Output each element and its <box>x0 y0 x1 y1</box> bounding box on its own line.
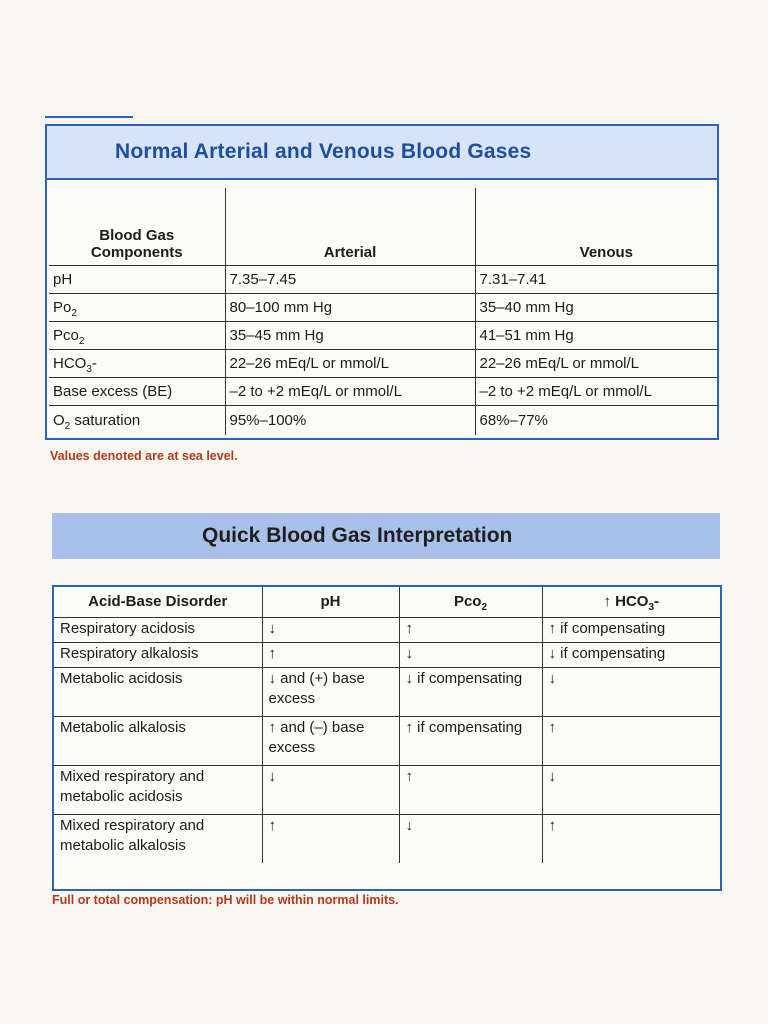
venous-value: 22–26 mEq/L or mmol/L <box>475 350 717 378</box>
venous-value: –2 to +2 mEq/L or mmol/L <box>475 378 717 406</box>
pco2-change: ↑ if compensating <box>399 717 542 766</box>
header-pco2: Pco$_2$ <box>399 587 542 618</box>
table-row <box>54 668 720 717</box>
table-row <box>54 815 720 864</box>
disorder-name: Mixed respiratory and metabolic alkalosis <box>54 815 262 864</box>
row-label: Base excess (BE) <box>49 378 225 406</box>
venous-value: 7.31–7.41 <box>475 266 717 294</box>
table-row <box>49 322 717 350</box>
arterial-value: 95%–100% <box>225 406 475 436</box>
normal-blood-gases-box <box>45 124 719 440</box>
table1-title-band <box>47 126 717 180</box>
pco2-change: ↑ <box>399 766 542 815</box>
row-label: pH <box>49 266 225 294</box>
disorder-name: Respiratory alkalosis <box>54 643 262 668</box>
arterial-value: 35–45 mm Hg <box>225 322 475 350</box>
ph-change: ↑ and (–) base excess <box>262 717 399 766</box>
header-hco3: ↑ $HCO_3-$ <box>542 587 720 618</box>
table-row <box>54 717 720 766</box>
ph-change: ↓ <box>262 618 399 643</box>
table-row <box>54 618 720 643</box>
row-label: $Po_2$ <box>49 294 225 322</box>
disorder-name: Metabolic acidosis <box>54 668 262 717</box>
hco3-change: ↑ if compensating <box>542 618 720 643</box>
disorder-name: Metabolic alkalosis <box>54 717 262 766</box>
header-arterial: Arterial <box>225 188 475 266</box>
venous-value: 35–40 mm Hg <box>475 294 717 322</box>
pco2-change: ↓ <box>399 643 542 668</box>
table2-title: Quick Blood Gas Interpretation <box>202 524 513 547</box>
hco3-change: ↑ <box>542 815 720 864</box>
ph-change: ↑ <box>262 643 399 668</box>
hco3-change: ↓ <box>542 668 720 717</box>
interpretation-table <box>54 587 720 863</box>
pco2-change: ↓ if compensating <box>399 668 542 717</box>
header-venous: Venous <box>475 188 717 266</box>
arterial-value: 7.35–7.45 <box>225 266 475 294</box>
row-label: $O_2$ saturation <box>49 406 225 436</box>
table-row <box>54 766 720 815</box>
ph-change: ↑ <box>262 815 399 864</box>
pco2-change: ↓ <box>399 815 542 864</box>
disorder-name: Mixed respiratory and metabolic acidosis <box>54 766 262 815</box>
pco2-change: ↑ <box>399 618 542 643</box>
venous-value: 68%–77% <box>475 406 717 436</box>
arterial-value: 80–100 mm Hg <box>225 294 475 322</box>
interpretation-box <box>52 585 722 891</box>
table2-footnote: Full or total compensation: pH will be within normal limits. <box>52 893 399 907</box>
header-components: Blood Gas Components <box>49 188 225 266</box>
venous-value: 41–51 mm Hg <box>475 322 717 350</box>
disorder-name: Respiratory acidosis <box>54 618 262 643</box>
arterial-value: 22–26 mEq/L or mmol/L <box>225 350 475 378</box>
top-accent-rule <box>45 116 133 118</box>
table-header-row <box>49 188 717 266</box>
ph-change: ↓ <box>262 766 399 815</box>
table-row <box>54 643 720 668</box>
hco3-change: ↓ if compensating <box>542 643 720 668</box>
hco3-change: ↑ <box>542 717 720 766</box>
table1-title: Normal Arterial and Venous Blood Gases <box>115 140 532 163</box>
normal-blood-gases-table <box>49 188 717 435</box>
table-header-row <box>54 587 720 618</box>
table-row <box>49 294 717 322</box>
arterial-value: –2 to +2 mEq/L or mmol/L <box>225 378 475 406</box>
row-label: $HCO_3-$ <box>49 350 225 378</box>
hco3-change: ↓ <box>542 766 720 815</box>
table-row <box>49 406 717 436</box>
table-row <box>49 266 717 294</box>
ph-change: ↓ and (+) base excess <box>262 668 399 717</box>
table-row <box>49 378 717 406</box>
header-disorder: Acid-Base Disorder <box>54 587 262 618</box>
row-label: Pco$_2$ <box>49 322 225 350</box>
table-row <box>49 350 717 378</box>
table1-footnote: Values denoted are at sea level. <box>50 449 238 463</box>
table2-title-band <box>52 513 720 559</box>
header-ph: pH <box>262 587 399 618</box>
